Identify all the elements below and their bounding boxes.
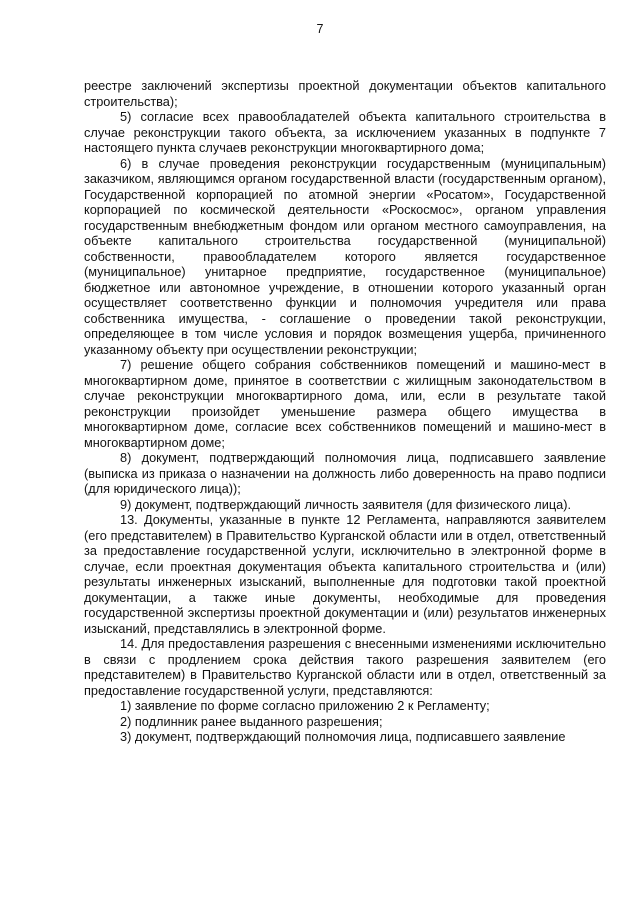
paragraph: 7) решение общего собрания собственников помещений и машино-мест в многоквартирном доме, принятое в соответствии с жилищным законодательством в случае реконструкции многоквартирного дома, или, если в результате такой реконструкции произойдет уменьшение размера общего имущества в многоквартирном доме, согласие всех собственников помещений и машино-мест в многоквартирном доме;: [84, 357, 606, 450]
paragraph: 6) в случае проведения реконструкции государственным (муниципальным) заказчиком, являющимся органом государственной власти (государственным органом), Государственной корпорацией по атомной энергии «Росатом», Государственной корпорацией по космической деятельности «Роскосмос», органом управления государственным внебюджетным фондом или органом местного самоуправления, на объекте капитального строительства государственной (муниципальной) собственности, правообладателем которого является государственное (муниципальное) унитарное предприятие, государственное (муниципальное) бюджетное или автономное учреждение, в отношении которого указанный орган осуществляет соответственно функции и полномочия учредителя или права собственника имущества, - соглашение о проведении такой реконструкции, определяющее в том числе условия и порядок возмещения ущерба, причиненного указанному объекту при осуществлении реконструкции;: [84, 155, 606, 357]
paragraph: 1) заявление по форме согласно приложению 2 к Регламенту;: [120, 698, 490, 713]
paragraph: 8) документ, подтверждающий полномочия лица, подписавшего заявление (выписка из приказа о назначении на должность либо доверенность на право подписи (для юридического лица));: [84, 450, 606, 496]
paragraph: реестре заключений экспертизы проектной документации объектов капитального строительства);: [84, 78, 606, 109]
paragraph: 2) подлинник ранее выданного разрешения;: [120, 713, 383, 729]
paragraph: 9) документ, подтверждающий личность заявителя (для физического лица).: [120, 496, 572, 512]
paragraph: 14. Для предоставления разрешения с внесенными изменениями исключительно в связи с продлением срока действия такого разрешения заявителем (его представителем) в Правительство Курганской области или в отдел, ответственный за предоставление государственной услуги, представляются:: [84, 636, 606, 698]
page-number: 7: [316, 22, 324, 36]
paragraph: 3) документ, подтверждающий полномочия лица, подписавшего заявление: [120, 729, 566, 744]
document-body: [84, 78, 606, 745]
paragraph: 13. Документы, указанные в пункте 12 Регламента, направляются заявителем (его представителем) в Правительство Курганской области или в отдел, ответственный за предоставление государственной услуги, исключительно в электронной форме в случае, если проектная документация объекта капитального строительства и (или) результаты инженерных изысканий, выполненные для подготовки такой проектной документации, а также иные документы, необходимые для проведения государственной экспертизы проектной документации и (или) результатов инженерных изысканий, представлялись в электронной форме.: [84, 512, 606, 636]
paragraph: 5) согласие всех правообладателей объекта капитального строительства в случае реконструкции такого объекта, за исключением указанных в подпункте 7 настоящего пункта случаев реконструкции многоквартирного дома;: [84, 109, 606, 155]
